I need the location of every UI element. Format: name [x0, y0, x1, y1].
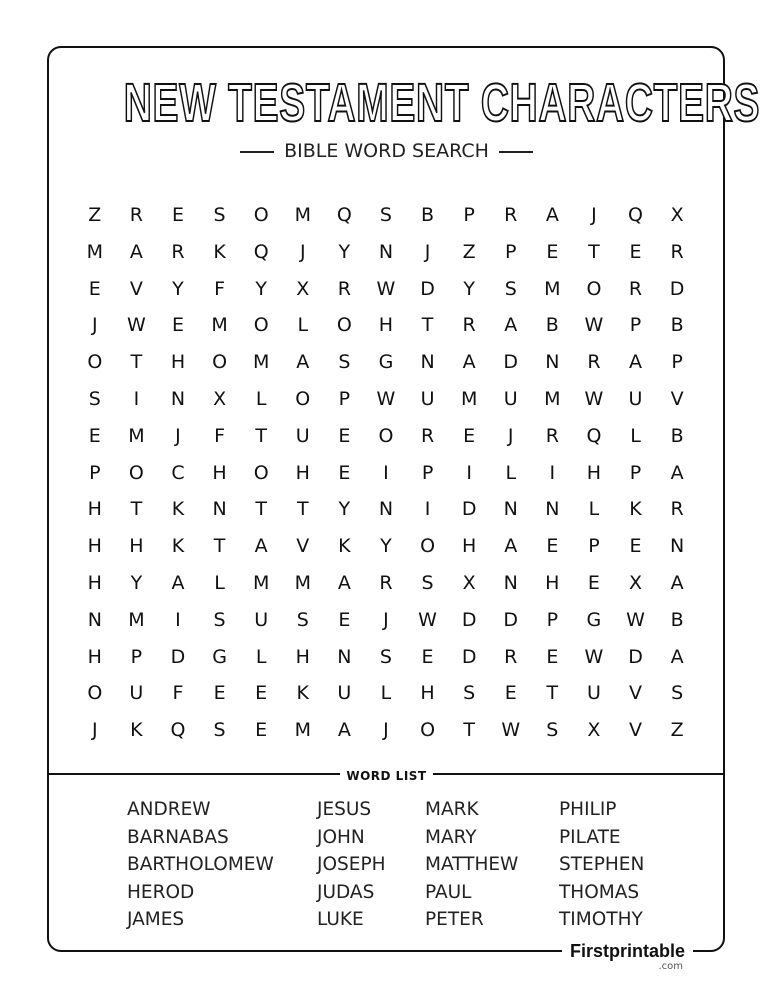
grid-letter: P	[629, 314, 642, 337]
grid-letter: W	[584, 645, 604, 668]
grid-letter: M	[294, 719, 311, 742]
grid-letter: W	[126, 314, 146, 337]
grid-letter: X	[296, 277, 310, 300]
word-column-4	[559, 796, 644, 934]
grid-letter: N	[503, 498, 518, 521]
grid-letter: N	[212, 498, 227, 521]
word-list-label: WORD LIST	[340, 769, 432, 783]
grid-letter: M	[211, 314, 228, 337]
grid-letter: K	[338, 535, 351, 558]
grid-letter: E	[546, 240, 559, 263]
grid-letter: N	[378, 498, 394, 521]
grid-letter: M	[128, 608, 145, 631]
grid-letter: U	[503, 387, 518, 410]
grid-letter: Y	[338, 498, 351, 521]
grid-letter: Q	[253, 240, 269, 263]
grid-letter: N	[420, 351, 435, 374]
grid-letter: I	[549, 461, 556, 484]
grid-letter: U	[295, 424, 310, 447]
grid-letter: J	[507, 424, 514, 447]
grid-letter: O	[295, 387, 311, 410]
grid-letter: T	[255, 424, 267, 447]
grid-letter: R	[337, 277, 351, 300]
word-item: BARNABAS	[127, 826, 229, 848]
grid-letter: H	[461, 535, 477, 558]
grid-letter: D	[170, 645, 186, 668]
grid-letter: G	[586, 608, 602, 631]
grid-letter: C	[171, 461, 185, 484]
grid-letter: R	[129, 204, 143, 226]
grid-letter: P	[421, 461, 434, 484]
grid-letter: F	[214, 424, 226, 447]
word-item: JAMES	[127, 909, 185, 930]
grid-letter: A	[337, 719, 351, 742]
grid-letter: E	[546, 645, 559, 668]
grid-letter: P	[89, 461, 101, 484]
grid-letter: Q	[628, 204, 643, 226]
grid-letter: T	[588, 240, 600, 263]
grid-letter: H	[129, 535, 144, 558]
grid-letter: L	[505, 461, 517, 484]
grid-letter: K	[629, 498, 642, 521]
grid-letter: I	[424, 498, 431, 521]
grid-letter: V	[670, 387, 684, 410]
grid-letter: A	[462, 351, 476, 374]
grid-letter: S	[379, 204, 392, 226]
grid-letter: V	[129, 277, 143, 300]
grid-letter: I	[175, 608, 181, 631]
word-item: JUDAS	[317, 881, 375, 903]
word-column-1	[127, 796, 274, 934]
grid-letter: B	[670, 314, 684, 337]
grid-letter: E	[88, 277, 101, 300]
grid-letter: P	[130, 645, 143, 668]
word-item: JESUS	[317, 799, 372, 820]
grid-letter: M	[460, 387, 478, 410]
grid-letter: Y	[172, 277, 184, 300]
grid-letter: Q	[336, 204, 352, 226]
grid-letter: M	[128, 424, 145, 447]
grid-letter: I	[383, 461, 389, 484]
grid-letter: Y	[255, 277, 267, 300]
grid-letter: S	[504, 277, 517, 300]
grid-letter: V	[629, 719, 643, 742]
word-item: PHILIP	[559, 799, 617, 820]
grid-letter: R	[628, 277, 643, 300]
grid-letter: A	[629, 351, 643, 374]
grid-letter: G	[212, 645, 227, 668]
grid-letter: N	[337, 645, 352, 668]
grid-letter: H	[87, 571, 102, 594]
grid-letter: E	[629, 535, 642, 558]
grid-letter: I	[133, 387, 140, 410]
grid-letter: L	[214, 571, 225, 594]
grid-letter: M	[252, 571, 270, 594]
page-title-wrap	[0, 72, 773, 134]
grid-letter: O	[253, 204, 269, 226]
word-item: MATTHEW	[425, 854, 519, 875]
grid-letter: D	[628, 645, 643, 668]
grid-letter: P	[671, 351, 683, 374]
grid-letter: K	[130, 719, 143, 742]
word-item: THOMAS	[559, 881, 640, 903]
grid-letter: S	[338, 351, 351, 374]
grid-letter: R	[504, 204, 518, 226]
grid-letter: T	[255, 498, 267, 521]
grid-letter: Z	[88, 204, 102, 226]
grid-letter: L	[380, 682, 392, 705]
grid-letter: J	[383, 608, 389, 631]
grid-letter: G	[378, 351, 394, 374]
grid-letter: E	[587, 571, 600, 594]
logo-domain: .com	[658, 961, 684, 972]
grid-letter: B	[670, 424, 684, 447]
grid-letter: E	[88, 424, 101, 447]
grid-letter: O	[420, 535, 436, 558]
grid-letter: J	[299, 240, 306, 263]
grid-letter: F	[214, 277, 226, 300]
grid-letter: H	[170, 351, 186, 374]
grid-letter: O	[420, 719, 436, 742]
word-item: MARK	[425, 799, 479, 820]
grid-letter: S	[671, 682, 684, 705]
grid-letter: R	[379, 571, 393, 594]
word-list-label-wrap	[0, 765, 773, 784]
grid-letter: D	[503, 608, 519, 631]
grid-letter: R	[587, 351, 601, 374]
grid-letter: B	[670, 608, 684, 631]
grid-letter: T	[421, 314, 434, 337]
grid-letter: X	[629, 571, 643, 594]
grid-letter: S	[296, 608, 309, 631]
grid-letter: Q	[586, 424, 602, 447]
grid-letter: N	[87, 608, 102, 631]
grid-letter: N	[545, 498, 560, 521]
grid-letter: E	[171, 314, 184, 337]
grid-letter: T	[130, 351, 143, 374]
grid-letter: N	[670, 535, 685, 558]
grid-letter: A	[670, 571, 684, 594]
grid-letter: S	[213, 608, 226, 631]
subtitle-dash-right	[499, 151, 533, 153]
grid-letter: S	[213, 204, 226, 226]
grid-letter: J	[424, 240, 431, 263]
grid-letter: K	[171, 498, 185, 521]
subtitle: BIBLE WORD SEARCH	[284, 140, 489, 162]
page-title: NEW TESTAMENT CHARACTERS	[123, 73, 761, 133]
grid-letter: E	[171, 204, 184, 226]
grid-letter: H	[87, 535, 102, 558]
word-item: STEPHEN	[559, 854, 645, 875]
grid-letter: L	[588, 498, 600, 521]
grid-letter: R	[420, 424, 435, 447]
grid-letter: J	[591, 204, 597, 226]
word-item: PAUL	[425, 881, 472, 903]
grid-letter: O	[128, 461, 144, 484]
grid-letter: N	[378, 240, 394, 263]
grid-letter: D	[461, 498, 477, 521]
grid-letter: R	[504, 645, 518, 668]
grid-letter: A	[337, 571, 351, 594]
grid-letter: U	[420, 387, 435, 410]
word-item: TIMOTHY	[559, 909, 643, 930]
grid-letter: I	[466, 461, 472, 484]
subtitle-wrap	[0, 140, 773, 162]
grid-letter: V	[629, 682, 643, 705]
grid-letter: A	[670, 645, 684, 668]
grid-letter: W	[584, 387, 604, 410]
grid-letter: W	[418, 608, 437, 631]
grid-letter: P	[629, 461, 642, 484]
grid-letter: X	[213, 387, 227, 410]
grid-letter: E	[213, 682, 226, 705]
grid-letter: Q	[170, 719, 186, 742]
grid-letter: S	[213, 719, 226, 742]
grid-letter: S	[546, 719, 559, 742]
word-item: BARTHOLOMEW	[127, 854, 274, 875]
grid-letter: T	[546, 682, 559, 705]
grid-letter: O	[87, 682, 103, 705]
grid-letter: K	[213, 240, 226, 263]
grid-letter: A	[129, 240, 143, 263]
word-item: JOHN	[317, 826, 365, 848]
grid-letter: M	[86, 240, 103, 263]
grid-letter: M	[294, 204, 311, 226]
grid-letter: A	[171, 571, 185, 594]
grid-letter: P	[463, 204, 475, 226]
grid-letter: U	[586, 682, 601, 705]
word-item: JOSEPH	[317, 854, 386, 875]
grid-letter: T	[296, 498, 309, 521]
word-item: HEROD	[127, 881, 195, 903]
grid-letter: T	[130, 498, 143, 521]
grid-letter: U	[337, 682, 352, 705]
grid-letter: Y	[380, 535, 392, 558]
grid-letter: A	[670, 461, 684, 484]
grid-letter: A	[254, 535, 268, 558]
grid-letter: D	[503, 351, 519, 374]
grid-letter: O	[212, 351, 228, 374]
grid-letter: S	[88, 387, 101, 410]
grid-letter: E	[546, 535, 559, 558]
grid-letter: D	[420, 277, 435, 300]
grid-letter: W	[376, 277, 396, 300]
grid-letter: H	[295, 645, 310, 668]
grid-letter: P	[338, 387, 351, 410]
grid-letter: R	[171, 240, 185, 263]
grid-letter: E	[338, 424, 351, 447]
grid-letter: T	[463, 719, 475, 742]
grid-letter: K	[171, 535, 185, 558]
subtitle-dash-left	[240, 151, 274, 153]
grid-letter: J	[383, 719, 389, 742]
grid-letter: Y	[463, 277, 475, 300]
grid-letter: H	[545, 571, 560, 594]
grid-letter: V	[296, 535, 310, 558]
grid-letter: E	[338, 608, 351, 631]
grid-letter: M	[252, 351, 270, 374]
grid-letter: M	[544, 387, 561, 410]
grid-letter: N	[503, 571, 518, 594]
grid-letter: J	[91, 719, 98, 742]
grid-letter: A	[504, 535, 518, 558]
word-item: MARY	[425, 826, 477, 848]
grid-letter: B	[421, 204, 435, 226]
grid-letter: D	[669, 277, 685, 300]
grid-letter: N	[545, 351, 560, 374]
grid-letter: O	[253, 461, 269, 484]
grid-letter: R	[670, 498, 684, 521]
grid-letter: L	[255, 387, 267, 410]
grid-letter: P	[546, 608, 559, 631]
grid-letter: P	[505, 240, 517, 263]
grid-letter: A	[545, 204, 559, 226]
logo-name: Firstprintable	[570, 941, 686, 961]
word-column-3	[425, 796, 518, 934]
grid-letter: N	[170, 387, 186, 410]
brand-logo	[562, 940, 693, 972]
grid-letter: H	[87, 645, 102, 668]
grid-letter: L	[297, 314, 309, 337]
grid-letter: M	[294, 571, 311, 594]
word-item: ANDREW	[127, 799, 211, 820]
grid-letter: Y	[130, 571, 143, 594]
grid-letter: J	[91, 314, 98, 337]
grid-letter: O	[378, 424, 394, 447]
grid-letter: H	[87, 498, 102, 521]
grid-letter: A	[504, 314, 518, 337]
grid-letter: H	[212, 461, 227, 484]
grid-letter: R	[462, 314, 476, 337]
grid-letter: Y	[338, 240, 351, 263]
grid-letter: K	[296, 682, 309, 705]
grid-letter: M	[544, 277, 561, 300]
grid-letter: U	[254, 608, 269, 631]
grid-letter: E	[629, 240, 642, 263]
word-column-2	[317, 796, 386, 934]
grid-letter: E	[255, 719, 268, 742]
grid-letter: X	[462, 571, 476, 594]
grid-letter: O	[336, 314, 352, 337]
grid-letter: W	[626, 608, 645, 631]
letter-grid	[74, 197, 698, 749]
grid-letter: W	[501, 719, 521, 742]
grid-letter: U	[628, 387, 643, 410]
grid-letter: L	[255, 645, 267, 668]
grid-letter: Z	[462, 240, 476, 263]
grid-letter: U	[129, 682, 144, 705]
word-item: PILATE	[559, 826, 621, 848]
grid-letter: R	[545, 424, 559, 447]
grid-letter: D	[461, 608, 477, 631]
grid-letter: H	[295, 461, 310, 484]
grid-letter: Z	[670, 719, 684, 742]
grid-letter: H	[378, 314, 394, 337]
grid-letter: S	[421, 571, 434, 594]
grid-letter: F	[172, 682, 184, 705]
grid-letter: H	[586, 461, 602, 484]
grid-letter: E	[421, 645, 434, 668]
grid-letter: S	[463, 682, 476, 705]
grid-letter: E	[255, 682, 268, 705]
grid-letter: O	[586, 277, 602, 300]
grid-letter: W	[376, 387, 396, 410]
grid-letter: T	[213, 535, 226, 558]
grid-letter: A	[296, 351, 310, 374]
grid-letter: X	[670, 204, 684, 226]
grid-letter: D	[461, 645, 477, 668]
grid-letter: S	[379, 645, 392, 668]
grid-letter: R	[670, 240, 684, 263]
grid-letter: E	[338, 461, 351, 484]
grid-letter: O	[87, 351, 103, 374]
grid-letter: W	[584, 314, 604, 337]
word-item: PETER	[425, 909, 484, 930]
grid-letter: E	[504, 682, 517, 705]
word-item: LUKE	[317, 909, 364, 930]
grid-letter: O	[253, 314, 269, 337]
grid-letter: X	[587, 719, 601, 742]
grid-letter: L	[630, 424, 641, 447]
grid-letter: J	[175, 424, 181, 447]
grid-letter: P	[588, 535, 600, 558]
grid-letter: E	[463, 424, 476, 447]
grid-letter: B	[545, 314, 559, 337]
grid-letter: H	[420, 682, 435, 705]
